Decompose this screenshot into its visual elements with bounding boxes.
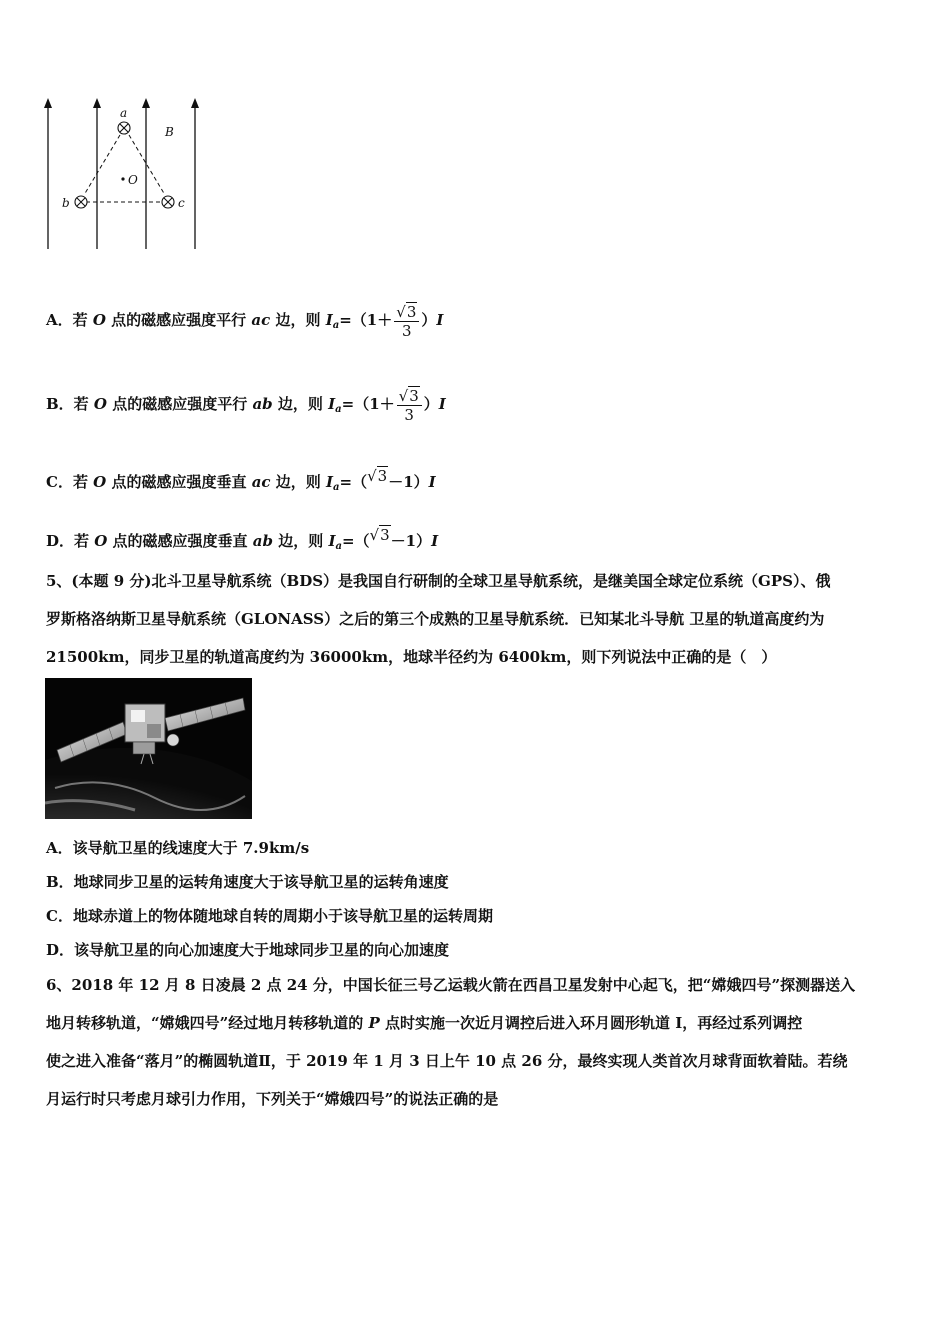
current-symbol: I [431, 532, 439, 550]
equation-close: ） [423, 395, 439, 413]
wire-b [75, 196, 87, 208]
current-subscript: a [333, 482, 340, 493]
edge-symbol: ab [252, 532, 273, 550]
option-prefix: A．若 [46, 311, 93, 329]
q5-stem-line: 21500km，同步卫星的轨道高度约为 36000km，地球半径约为 6400km，则下列说法中正确的是（ ） [46, 648, 777, 666]
point-symbol: P [368, 1014, 380, 1032]
option-prefix: B．若 [46, 395, 94, 413]
point-symbol: O [92, 311, 106, 329]
q5-option-c[interactable]: C．地球赤道上的物体随地球自转的周期小于该导航卫星的运转周期 [46, 907, 493, 925]
fraction: $\frac{√3}{3}$ [394, 303, 419, 340]
current-symbol: I [328, 532, 336, 550]
equation-open: =（ [339, 473, 368, 491]
edge-symbol: ac [251, 473, 271, 491]
q6-stem-line: 月运行时只考虑月球引力作用，下列关于“嫦娥四号”的说法正确的是 [46, 1090, 499, 1108]
current-subscript: a [332, 320, 340, 331]
q5-stem [46, 562, 908, 676]
equation-close: －1） [388, 473, 429, 491]
q4-option-d[interactable] [46, 521, 438, 561]
current-subscript: a [335, 541, 342, 552]
q6-stem-line: 使之进入准备“落月”的椭圆轨道Ⅱ，于 2019 年 1 月 3 日上午 10 点 26 分，最终实现人类首次月球背面软着陆。若绕 [46, 1052, 848, 1070]
label-b: b [62, 196, 70, 210]
label-c: c [178, 196, 185, 210]
equation-open: =（ [341, 532, 370, 550]
edge-symbol: ab [252, 395, 273, 413]
current-symbol: I [326, 473, 334, 491]
edge-symbol: ac [251, 311, 271, 329]
square-root: √3 [369, 526, 390, 544]
current-subscript: a [335, 404, 342, 415]
current-symbol: I [438, 395, 446, 413]
equation-open: =（1＋ [339, 311, 393, 329]
label-a: a [120, 106, 128, 120]
q5-option-b[interactable]: B．地球同步卫星的运转角速度大于该导航卫星的运转角速度 [46, 873, 449, 891]
center-point-O [121, 177, 124, 180]
option-text: 边，则 [272, 532, 329, 550]
q4-option-a[interactable] [46, 292, 443, 354]
magnetic-field-diagram [40, 92, 210, 254]
option-prefix: D．若 [46, 532, 95, 550]
q5-option-a[interactable]: A．该导航卫星的线速度大于 7.9km/s [46, 839, 310, 857]
point-symbol: O [93, 395, 107, 413]
current-symbol: I [436, 311, 444, 329]
current-symbol: I [428, 473, 436, 491]
option-text: 边，则 [270, 311, 326, 329]
q5-stem-line: 5、(本题 9 分)北斗卫星导航系统（BDS）是我国自行研制的全球卫星导航系统，是继美国全球定位系统（GPS）、俄 [46, 572, 831, 590]
point-symbol: O [94, 532, 108, 550]
equation-close: ） [421, 311, 437, 329]
label-B: B [165, 125, 174, 139]
q5-stem-line: 罗斯格洛纳斯卫星导航系统（GLONASS）之后的第三个成熟的卫星导航系统．已知某北斗导航 卫星的轨道高度约为 [46, 610, 825, 628]
wire-c [162, 196, 174, 208]
q5-option-d[interactable]: D．该导航卫星的向心加速度大于地球同步卫星的向心加速度 [46, 941, 450, 959]
satellite-photo [45, 678, 252, 819]
label-O: O [128, 173, 138, 187]
option-text: 点的磁感应强度平行 [106, 395, 253, 413]
option-text: 边，则 [272, 395, 329, 413]
wire-a [118, 122, 130, 134]
fraction: $\frac{√3}{3}$ [397, 387, 422, 424]
q6-stem-line: 6、2018 年 12 月 8 日凌晨 2 点 24 分，中国长征三号乙运载火箭在西昌卫星发射中心起飞，把“嫦娥四号”探测器送入 [46, 976, 856, 994]
q4-option-c[interactable] [46, 462, 436, 502]
option-text: 边，则 [270, 473, 327, 491]
option-text: 点的磁感应强度垂直 [106, 473, 252, 491]
equation-close: －1） [390, 532, 432, 550]
point-symbol: O [93, 473, 107, 491]
current-symbol: I [328, 395, 336, 413]
option-text: 点的磁感应强度垂直 [107, 532, 253, 550]
equation-open: =（1＋ [341, 395, 395, 413]
option-prefix: C．若 [46, 473, 94, 491]
q6-stem-line: 地月转移轨道，“嫦娥四号”经过地月转移轨道的 P 点时实施一次近月调控后进入环月圆形轨道 I，再经过系列调控 [46, 1014, 803, 1032]
current-symbol: I [325, 311, 333, 329]
q4-option-b[interactable] [46, 376, 446, 438]
square-root: √3 [367, 467, 388, 485]
option-text: 点的磁感应强度平行 [105, 311, 252, 329]
q6-stem [46, 966, 908, 1118]
